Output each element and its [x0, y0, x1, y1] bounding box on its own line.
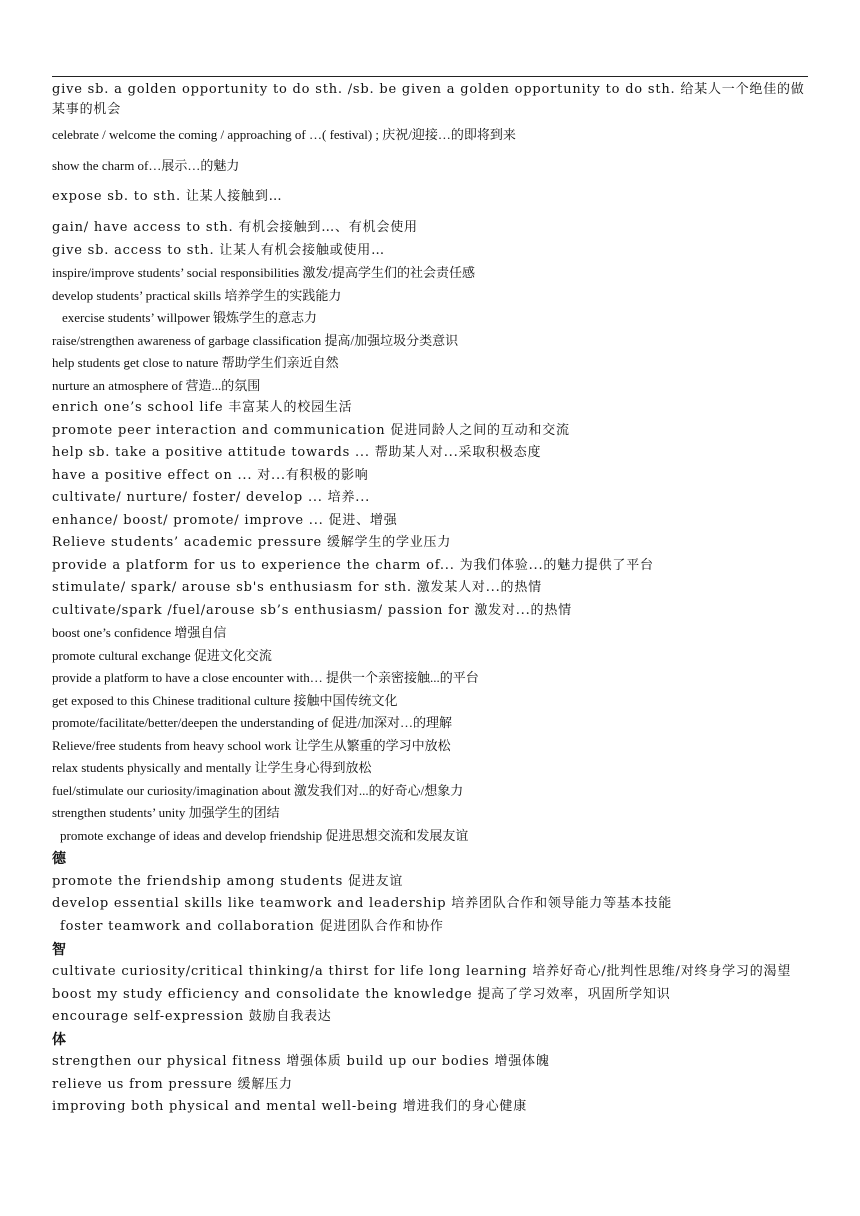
phrase-line: Relieve students’ academic pressure 缓解学生的学业压力 [52, 535, 452, 550]
phrase-line: celebrate / welcome the coming / approaching of …( festival) ; 庆祝/迎接…的即将到来 [52, 127, 516, 142]
phrase-line: relieve us from pressure 缓解压力 [52, 1077, 293, 1092]
phrase-line: promote peer interaction and communication 促进同龄人之间的互动和交流 [52, 423, 570, 438]
phrase-line: boost my study efficiency and consolidate the knowledge 提高了学习效率，巩固所学知识 [52, 987, 671, 1002]
phrase-line: enrich one’s school life 丰富某人的校园生活 [52, 400, 353, 415]
phrase-line: Relieve/free students from heavy school work 让学生从繁重的学习中放松 [52, 738, 451, 753]
phrase-line: show the charm of…展示…的魅力 [52, 158, 240, 173]
phrase-line: improving both physical and mental well-being 增进我们的身心健康 [52, 1099, 528, 1114]
phrase-line: give sb. a golden opportunity to do sth. /sb. be given a golden opportunity to do sth. 给某人一个绝佳的做某事的机会 [52, 82, 805, 117]
phrase-line: promote cultural exchange 促进文化交流 [52, 648, 272, 663]
top-rule [52, 76, 808, 77]
phrase-line: inspire/improve students’ social responsibilities 激发/提高学生们的社会责任感 [52, 265, 475, 280]
phrase-line: raise/strengthen awareness of garbage classification 提高/加强垃圾分类意识 [52, 333, 459, 348]
phrase-line: promote the friendship among students 促进友谊 [52, 874, 404, 889]
phrase-line: cultivate/ nurture/ foster/ develop ... 培养... [52, 490, 371, 505]
phrase-line: cultivate curiosity/critical thinking/a thirst for life long learning 培养好奇心/批判性思维/对终身学习的渴望 [52, 964, 792, 979]
phrase-line: strengthen students’ unity 加强学生的团结 [52, 805, 280, 820]
phrase-line: get exposed to this Chinese traditional culture 接触中国传统文化 [52, 693, 398, 708]
phrase-line: gain/ have access to sth. 有机会接触到…、有机会使用 [52, 220, 418, 235]
phrase-line: provide a platform for us to experience the charm of... 为我们体验...的魅力提供了平台 [52, 558, 654, 573]
phrase-line: encourage self-expression 鼓励自我表达 [52, 1009, 332, 1024]
section-heading-zhi: 智 [52, 942, 66, 958]
phrase-line: develop essential skills like teamwork and leadership 培养团队合作和领导能力等基本技能 [52, 896, 673, 911]
phrase-line: relax students physically and mentally 让学生身心得到放松 [52, 760, 372, 775]
phrase-line: cultivate/spark /fuel/arouse sb’s enthusiasm/ passion for 激发对...的热情 [52, 603, 572, 618]
phrase-line: exercise students’ willpower 锻炼学生的意志力 [62, 310, 318, 325]
phrase-line: expose sb. to sth. 让某人接触到… [52, 189, 283, 204]
phrase-line: nurture an atmosphere of 营造...的氛围 [52, 378, 261, 393]
phrase-line: strengthen our physical fitness 增强体质 build up our bodies 增强体魄 [52, 1054, 550, 1069]
phrase-line: give sb. access to sth. 让某人有机会接触或使用… [52, 243, 385, 258]
phrase-line: help sb. take a positive attitude towards ... 帮助某人对...采取积极态度 [52, 445, 542, 460]
phrase-line: promote/facilitate/better/deepen the understanding of 促进/加深对…的理解 [52, 715, 453, 730]
section-heading-ti: 体 [52, 1032, 66, 1048]
phrase-line: develop students’ practical skills 培养学生的实践能力 [52, 288, 342, 303]
phrase-line: provide a platform to have a close encounter with… 提供一个亲密接触...的平台 [52, 670, 479, 685]
phrase-line: enhance/ boost/ promote/ improve ... 促进、增强 [52, 513, 398, 528]
phrase-line: boost one’s confidence 增强自信 [52, 625, 227, 640]
phrase-line: fuel/stimulate our curiosity/imagination about 激发我们对...的好奇心/想象力 [52, 783, 464, 798]
phrase-line: help students get close to nature 帮助学生们亲近自然 [52, 355, 339, 370]
phrase-line: stimulate/ spark/ arouse sb's enthusiasm for sth. 激发某人对...的热情 [52, 580, 542, 595]
phrase-line: have a positive effect on ... 对...有积极的影响 [52, 468, 369, 483]
section-heading-de: 德 [52, 851, 66, 867]
phrase-line: promote exchange of ideas and develop friendship 促进思想交流和发展友谊 [60, 828, 469, 843]
phrase-line: foster teamwork and collaboration 促进团队合作和协作 [60, 919, 444, 934]
